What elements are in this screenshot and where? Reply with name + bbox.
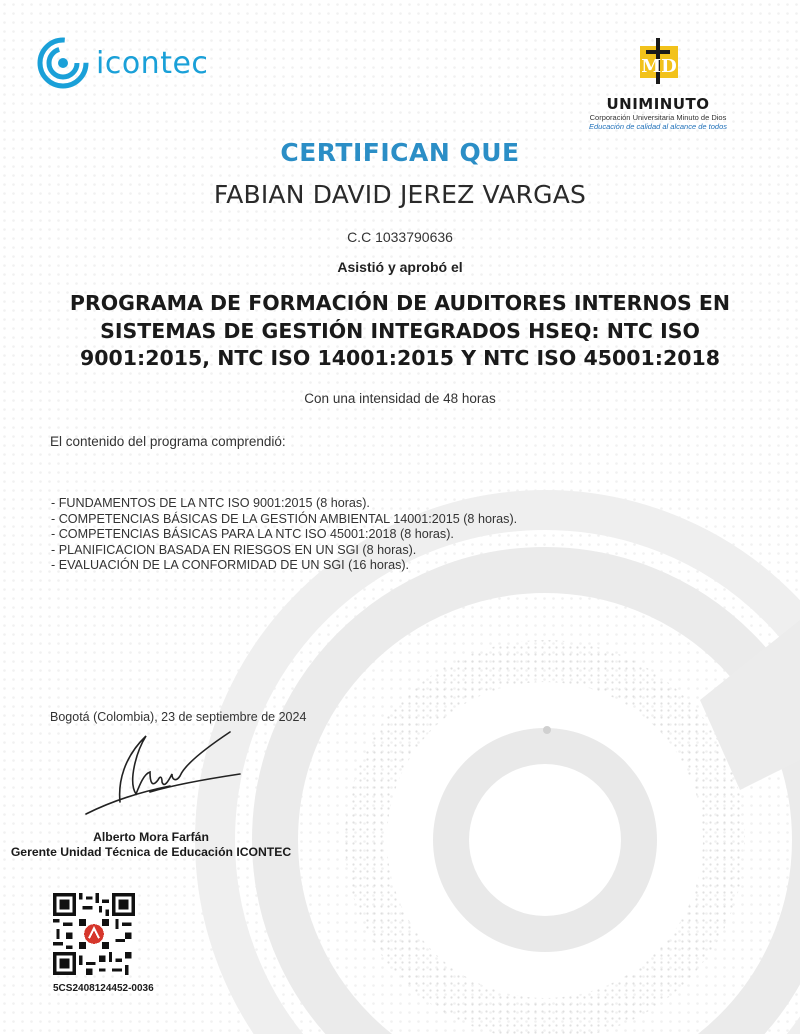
attended-text: Asistió y aprobó el [337, 259, 463, 275]
icontec-logo-icon [36, 36, 90, 90]
module-item: - COMPETENCIAS BÁSICAS PARA LA NTC ISO 45001:2018 (8 horas). [51, 527, 454, 541]
content-intro: El contenido del programa comprendió: [50, 434, 286, 449]
program-title: PROGRAMA DE FORMACIÓN DE AUDITORES INTERNOS EN SISTEMAS DE GESTIÓN INTEGRADOS HSEQ: NTC ISO 9001:2015, NTC ISO 14001:2015 Y NTC ISO 45001:2018 [69, 291, 731, 370]
uniminuto-tagline: Educación de calidad al alcance de todos [588, 122, 727, 131]
icontec-wordmark: icontec [96, 45, 209, 81]
module-item: - EVALUACIÓN DE LA CONFORMIDAD DE UN SGI (16 horas). [51, 558, 410, 572]
uniminuto-name: UNIMINUTO [606, 95, 710, 113]
icontec-logo [36, 36, 208, 90]
module-item: - FUNDAMENTOS DE LA NTC ISO 9001:2015 (8 horas). [51, 496, 370, 510]
certificate-heading: CERTIFICAN QUE [280, 138, 520, 167]
module-item: - PLANIFICACION BASADA EN RIESGOS EN UN SGI (8 horas). [51, 542, 417, 557]
module-list [51, 496, 517, 574]
signer-block [10, 830, 292, 860]
certificate-code: 5CS2408124452-0036 [53, 983, 154, 994]
recipient-id: C.C 1033790636 [347, 229, 453, 245]
signer-title: Gerente Unidad Técnica de Educación ICONTEC [10, 845, 292, 859]
module-item: - COMPETENCIAS BÁSICAS DE LA GESTIÓN AMBIENTAL 14001:2015 (8 horas). [51, 511, 518, 526]
signer-name: Alberto Mora Farfán [93, 830, 209, 844]
recipient-name: FABIAN DAVID JEREZ VARGAS [213, 180, 587, 209]
uniminuto-logo-icon [632, 36, 684, 88]
uniminuto-mark: MD [641, 56, 677, 77]
uniminuto-subtitle: Corporación Universitaria Minuto de Dios [589, 113, 727, 122]
program-intensity: Con una intensidad de 48 horas [304, 391, 496, 406]
uniminuto-logo [588, 36, 728, 131]
place-date: Bogotá (Colombia), 23 de septiembre de 2024 [50, 710, 307, 724]
qr-code-icon [53, 893, 135, 975]
signature-image [80, 722, 250, 822]
